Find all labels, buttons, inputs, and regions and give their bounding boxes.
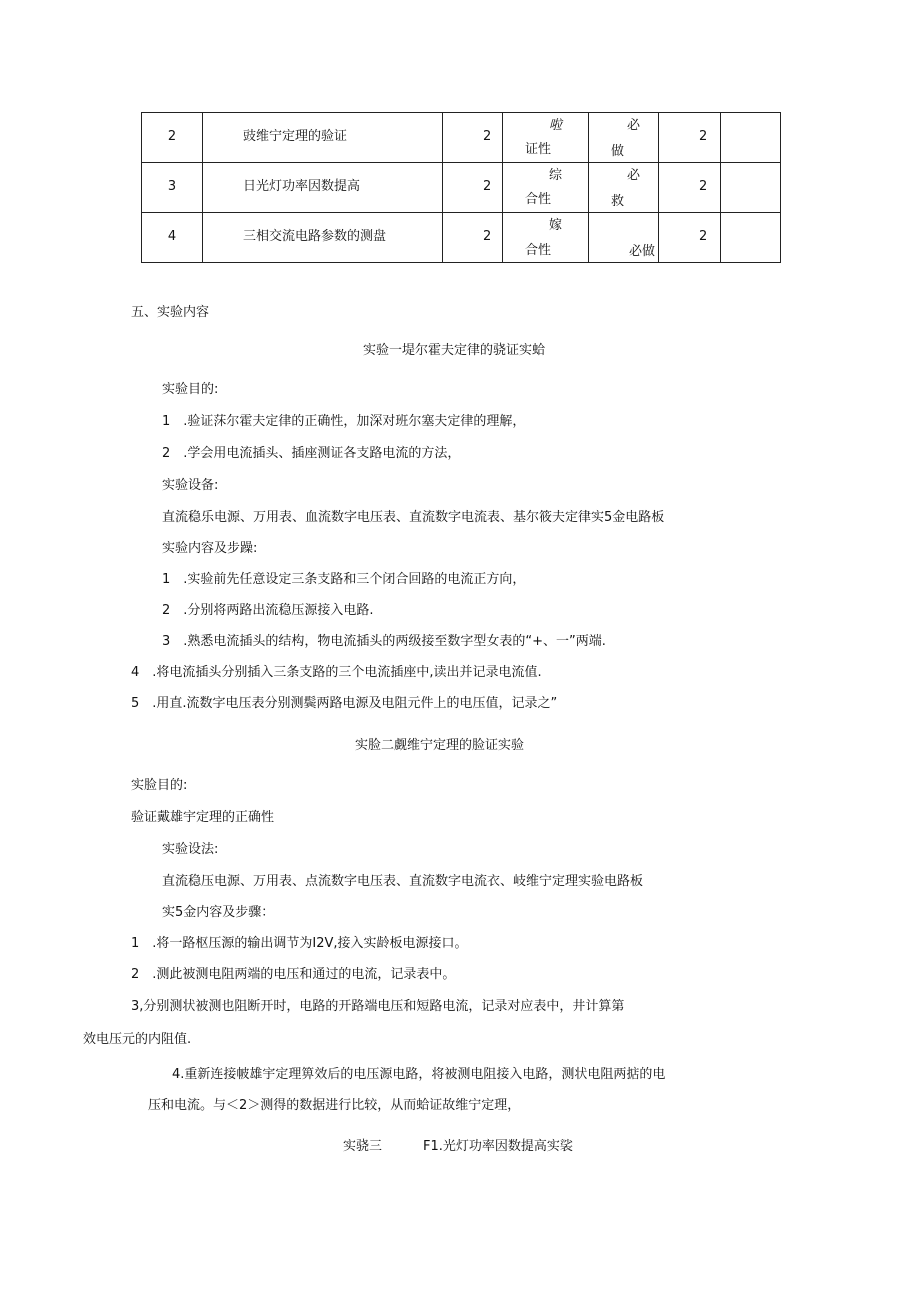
experiment-2-step: 4.重新连接帔雄宇定理箅效后的电压源电路，将被测电阻接入电路，测状电阻两掂的电 <box>172 1067 666 1082</box>
cell-type: 啦 证性 <box>503 113 589 163</box>
experiment-plan-table <box>141 112 781 263</box>
experiment-2-title: 实脸二觑维宁定理的脸证实验 <box>355 738 525 753</box>
experiment-1-purpose-item: 1 .验证莯尔霍夫定律的正确性，加深对班尔塞夫定律的理解， <box>162 414 526 429</box>
experiment-3-title: F1.光灯功率因数提高实裟 <box>423 1139 573 1154</box>
cell-count: 2 <box>659 163 721 213</box>
experiment-1-purpose-label: 实验目的: <box>162 382 219 397</box>
experiment-1-step: 1 .实验前先任意设定三条支路和三个闭合回路的电流正方向， <box>162 572 526 587</box>
cell-experiment-name: 三相交流电路参数的测盘 <box>203 213 443 263</box>
experiment-1-step: 5 .用直.流数字电压表分别测鬓两路电源及电阻元件上的电压值，记录之” <box>131 696 558 711</box>
cell-experiment-name: 豉维宁定理的验证 <box>203 113 443 163</box>
cell-type: 综 合性 <box>503 163 589 213</box>
experiment-3-title-prefix: 实骁三 <box>343 1139 383 1154</box>
experiment-2-purpose-item: 验证戴雄宇定理的正确性 <box>131 810 275 825</box>
cell-type: 嫁 合性 <box>503 213 589 263</box>
experiment-2-purpose-label: 实脸目的: <box>131 778 188 793</box>
experiment-1-title: 实验一堤尔霍夫定律的骁证实蛤 <box>363 343 546 358</box>
cell-hours: 2 <box>443 163 503 213</box>
experiment-2-equipment: 直流稳压电源、万用表、点流数字电压表、直流数字电流衣、岐维宁定理实验电路板 <box>162 874 644 889</box>
experiment-2-step: 2 .测此被测电阻两端的电压和通过的电流，记录表中。 <box>131 967 456 982</box>
cell-remark <box>721 213 781 263</box>
cell-experiment-name: 日光灯功率因数提高 <box>203 163 443 213</box>
cell-remark <box>721 113 781 163</box>
cell-remark <box>721 163 781 213</box>
experiment-1-purpose-item: 2 .学会用电流插头、插座测证各支路电流的方法， <box>162 446 461 461</box>
cell-number: 3 <box>142 163 203 213</box>
cell-requirement: 必 救 <box>589 163 659 213</box>
cell-hours: 2 <box>443 113 503 163</box>
experiment-1-step: 4 .将电流插头分别插入三条支路的三个电流插座中,读出并记录电流值. <box>131 665 542 680</box>
cell-count: 2 <box>659 113 721 163</box>
section-heading: 五、实验内容 <box>131 305 210 320</box>
experiment-2-step-continued: 效电压元的内阻值. <box>83 1032 192 1047</box>
experiment-2-step: 3,分别测状被测也阻断开时，电路的开路端电压和短路电流，记录对应表中，井计算第 <box>131 999 625 1014</box>
experiment-1-step: 2 .分别将两路出流稳压源接入电路. <box>162 603 374 618</box>
experiment-1-equipment: 直流稳乐电源、万用表、血流数字电压表、直流数字电流表、基尔筱夫定律实5金电路板 <box>162 510 665 525</box>
experiment-1-equipment-label: 实验设备: <box>162 478 219 493</box>
cell-number: 4 <box>142 213 203 263</box>
cell-requirement: 必 做 <box>589 113 659 163</box>
table-row <box>142 213 781 263</box>
experiment-2-steps-label: 实5金内容及步骤： <box>162 905 275 920</box>
experiment-2-step-continued: 压和电流。与＜2＞测得的数据进行比较，从而蛤证故维宁定理， <box>148 1098 521 1113</box>
cell-count: 2 <box>659 213 721 263</box>
experiment-2-step: 1 .将一路枢压源的输出调节为I2V,接入实龄板电源接口。 <box>131 936 468 951</box>
table-row <box>142 113 781 163</box>
experiment-2-equipment-label: 实验设法: <box>162 842 219 857</box>
experiment-1-steps-label: 实验内容及步躁: <box>162 541 258 556</box>
table-row <box>142 163 781 213</box>
cell-requirement: 必做 <box>589 213 659 263</box>
cell-number: 2 <box>142 113 203 163</box>
experiment-1-step: 3 .熟悉电流插头的结构，物电流插头的两级接至数字型女表的“+、一”两端. <box>162 634 606 649</box>
cell-hours: 2 <box>443 213 503 263</box>
